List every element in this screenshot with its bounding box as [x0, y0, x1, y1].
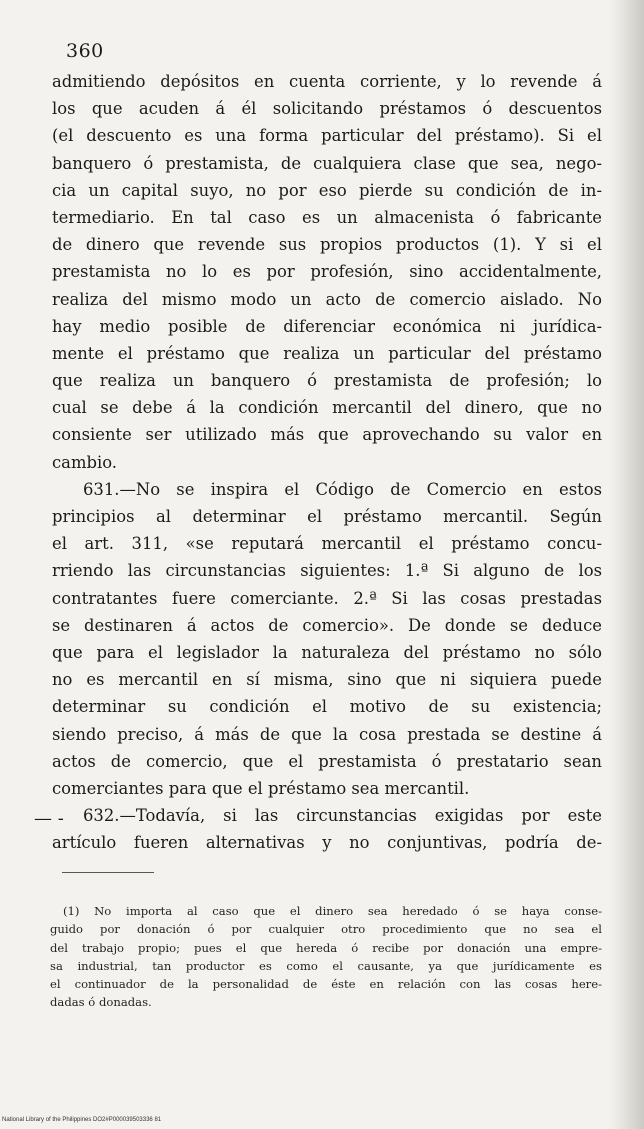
- footnote-line: sa industrial, tan productor es como el causante, ya que jurídicamente es: [50, 958, 602, 973]
- body-line: artículo fueren alternativas y no conjuntivas, podría de-: [52, 833, 602, 853]
- body-line: se destinaren á actos de comercio». De donde se deduce: [52, 615, 602, 635]
- footnote-separator: [62, 872, 154, 873]
- body-line: rriendo las circunstancias siguientes: 1.ª Si alguno de los: [52, 561, 602, 581]
- paragraph-632-start: 632.—Todavía, si las circunstancias exigidas por este: [83, 806, 602, 826]
- body-line: hay medio posible de diferenciar económica ni jurídica-: [52, 316, 602, 336]
- page-number: 360: [66, 40, 104, 62]
- body-line: principios al determinar el préstamo mercantil. Según: [52, 507, 602, 526]
- footnote-line: del trabajo propio; pues el que hereda ó recibe por donación una empre-: [50, 940, 602, 955]
- body-line: determinar su condición el motivo de su existencia;: [52, 697, 602, 717]
- body-line: consiente ser utilizado más que aprovechando su valor en: [52, 425, 602, 445]
- body-line: prestamista no lo es por profesión, sino accidentalmente,: [52, 262, 602, 282]
- page-edge-shadow: [610, 0, 644, 1129]
- body-line: actos de comercio, que el prestamista ó prestatario sean: [52, 751, 602, 771]
- body-line-paragraph-end: comerciantes para que el préstamo sea mercantil.: [52, 778, 470, 798]
- footnotes: [50, 902, 602, 1012]
- body-line: siendo preciso, á más de que la cosa prestada se destine á: [52, 724, 602, 744]
- body-line-paragraph-end: cambio.: [52, 452, 118, 472]
- body-line: que para el legislador la naturaleza del préstamo no sólo: [52, 642, 602, 662]
- body-line: banquero ó prestamista, de cualquiera clase que sea, nego-: [52, 153, 602, 173]
- margin-mark: — -: [34, 808, 64, 829]
- body-line: admitiendo depósitos en cuenta corriente, y lo revende á: [52, 72, 602, 91]
- body-line: cia un capital suyo, no por eso pierde su condición de in-: [52, 180, 602, 200]
- body-line: realiza del mismo modo un acto de comercio aislado. No: [52, 289, 602, 309]
- paragraph-631-start: 631.—No se inspira el Código de Comercio en estos: [83, 479, 602, 499]
- body-line: contratantes fuere comerciante. 2.ª Si las cosas prestadas: [52, 588, 602, 608]
- footnote-line: el continuador de la personalidad de éste en relación con las cosas here-: [50, 977, 602, 992]
- body-line: termediario. En tal caso es un almacenista ó fabricante: [52, 207, 602, 227]
- body-line: no es mercantil en sí misma, sino que ni siquiera puede: [52, 670, 602, 690]
- body-line: los que acuden á él solicitando préstamos ó descuentos: [52, 99, 602, 119]
- body-line: (el descuento es una forma particular del préstamo). Si el: [52, 126, 602, 146]
- body-text: [52, 68, 602, 856]
- footnote-line: guido por donación ó por cualquier otro procedimiento que no sea el: [50, 922, 602, 937]
- footnote-line: dadas ó donadas.: [50, 995, 152, 1010]
- body-line: que realiza un banquero ó prestamista de profesión; lo: [52, 371, 602, 391]
- footnote-line: (1) No importa al caso que el dinero sea heredado ó se haya conse-: [63, 904, 602, 918]
- body-line: el art. 311, «se reputará mercantil el préstamo concu-: [52, 534, 602, 554]
- body-line: cual se debe á la condición mercantil del dinero, que no: [52, 398, 602, 418]
- library-stamp: National Library of the Philippines DO2#P000039503336 81: [2, 1117, 162, 1123]
- body-line: de dinero que revende sus propios productos (1). Y si el: [52, 235, 602, 255]
- body-line: mente el préstamo que realiza un particular del préstamo: [52, 343, 602, 363]
